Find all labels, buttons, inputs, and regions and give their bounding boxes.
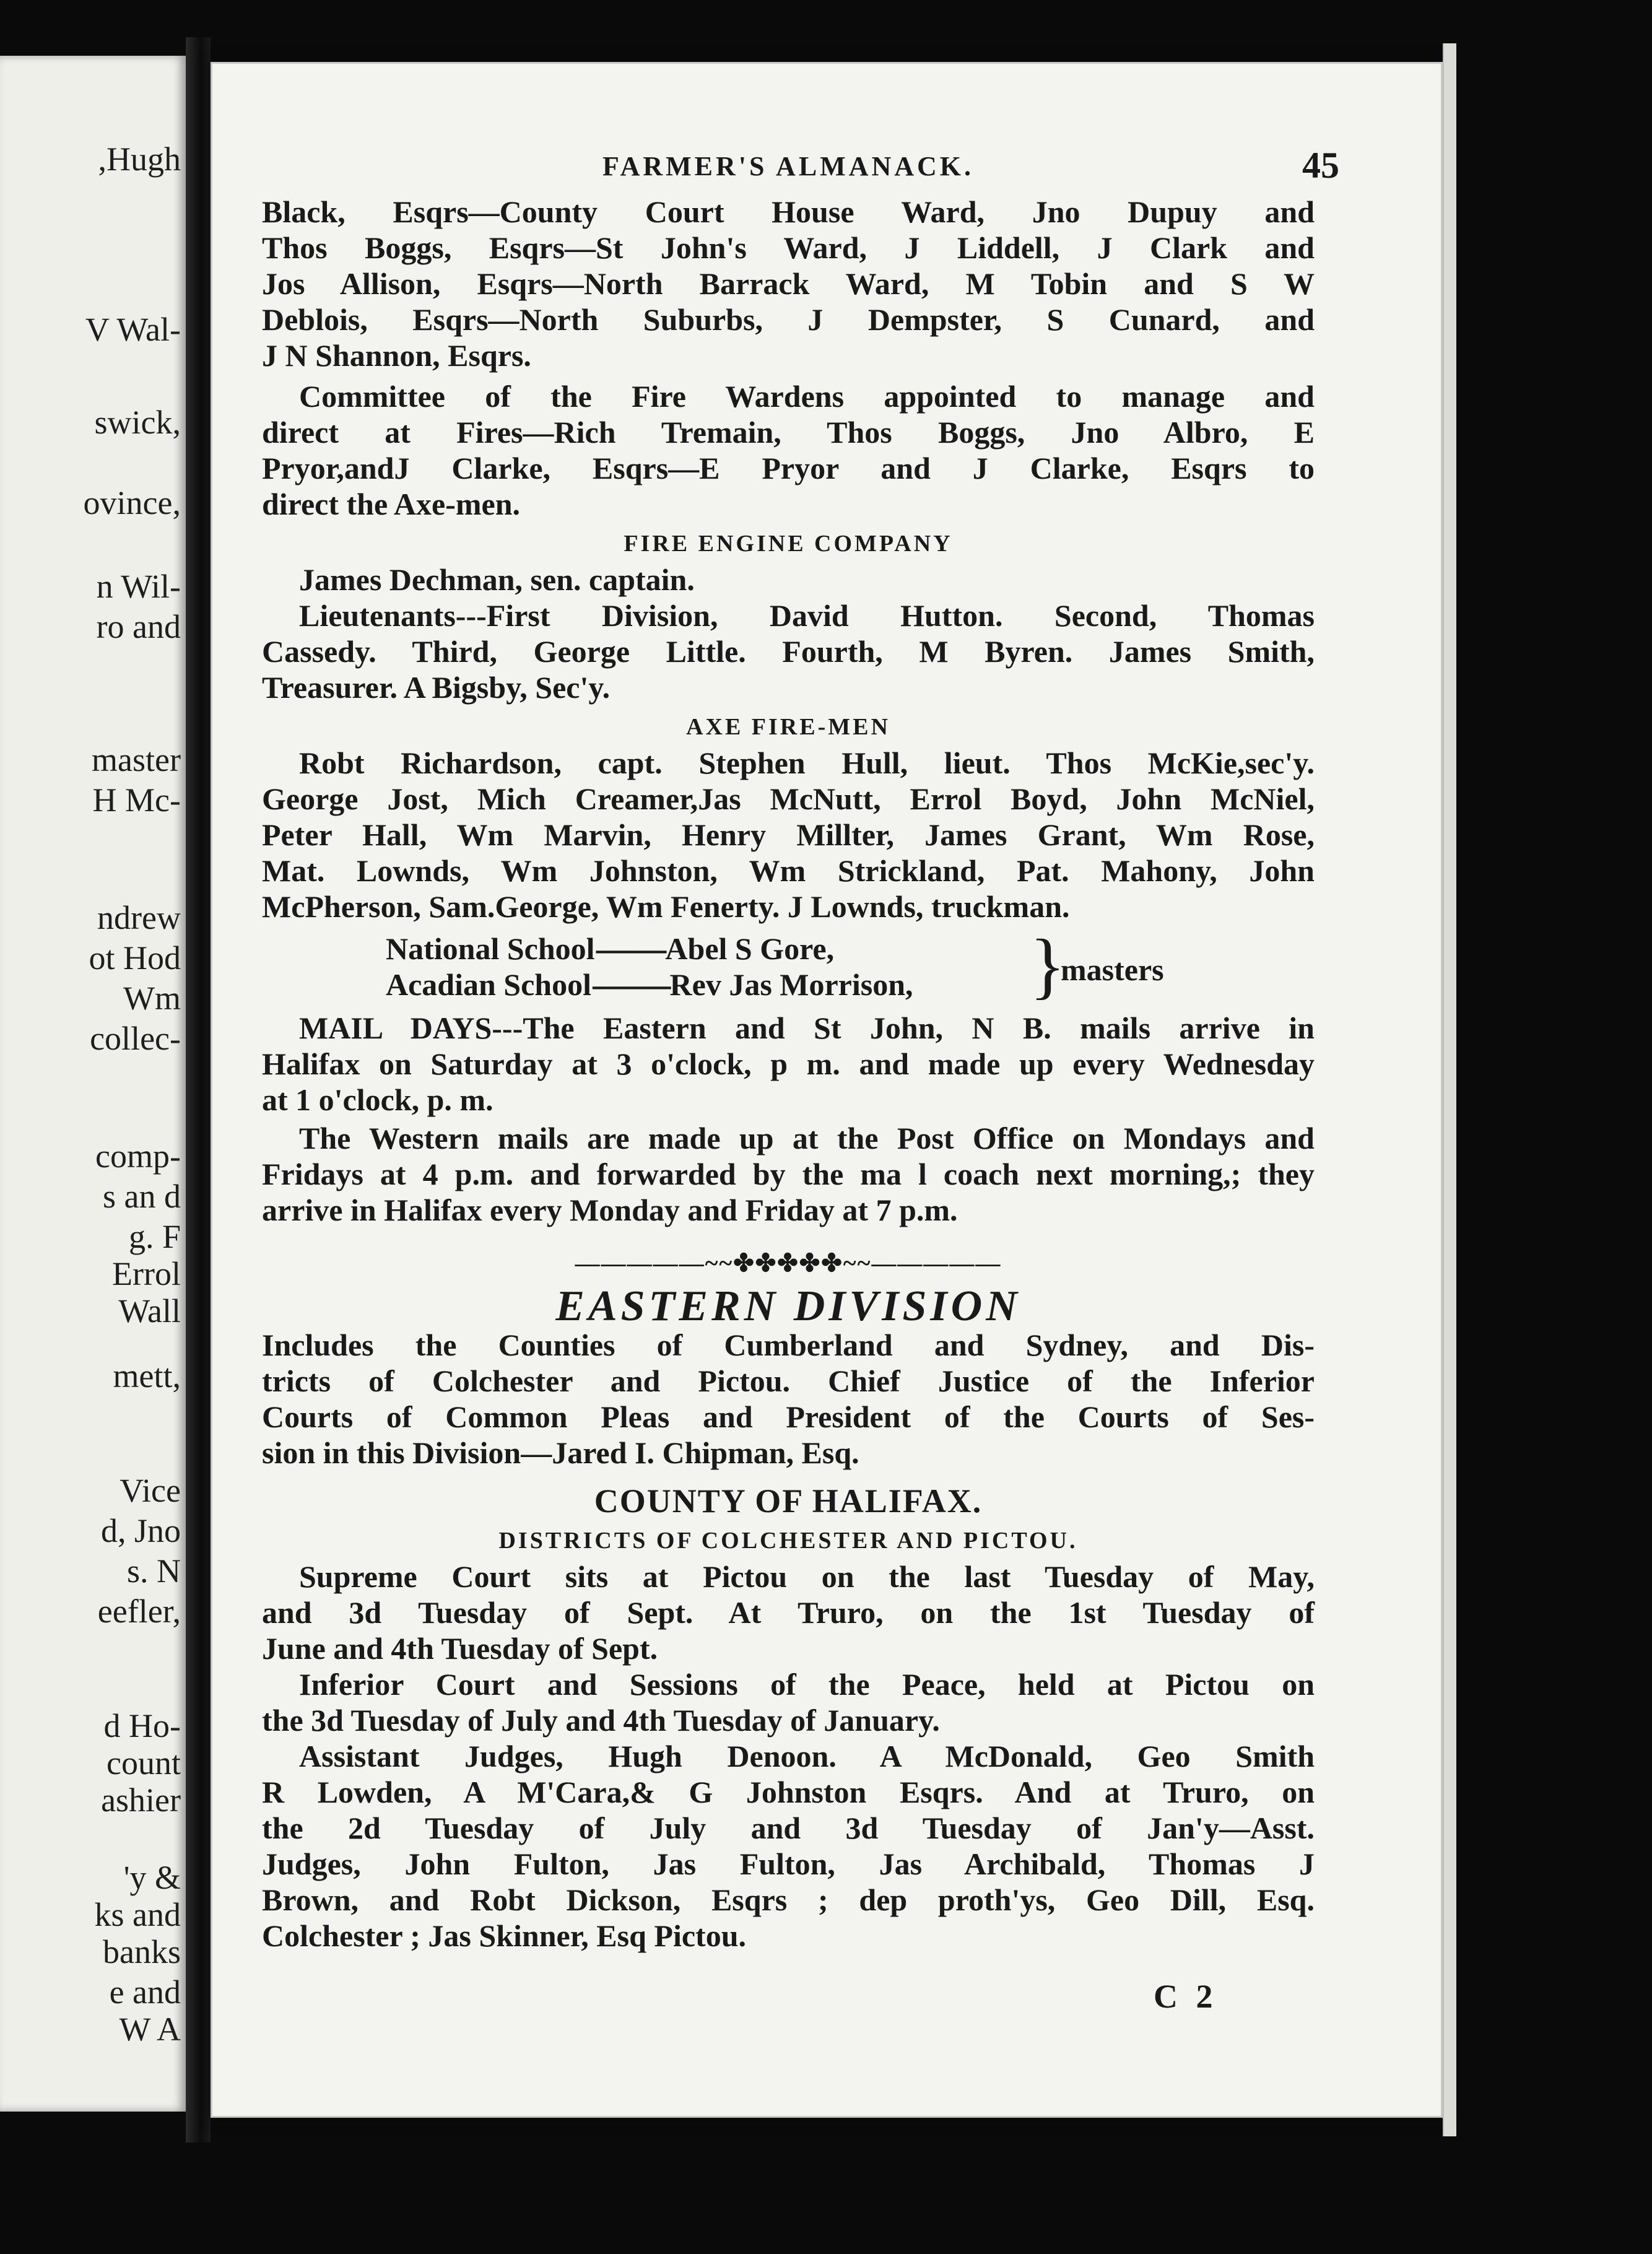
- text-line: direct the Axe-men.: [262, 487, 521, 521]
- text-line: and 3d Tuesday of Sept. At Truro, on the 1st Tuesday of: [262, 1595, 1315, 1630]
- text-line: Black, Esqrs—County Court House Ward, Jno Dupuy and: [262, 194, 1315, 229]
- school-name: National School: [386, 931, 595, 966]
- text-line: Jos Allison, Esqrs—North Barrack Ward, M Tobin and S W: [262, 266, 1315, 301]
- left-page-text-fragment: count: [107, 1744, 181, 1782]
- left-page-text-fragment: e and: [109, 1973, 181, 2011]
- left-page-text-fragment: V Wal-: [85, 311, 181, 348]
- text-line: Mat. Lownds, Wm Johnston, Wm Strickland, Pat. Mahony, John: [262, 853, 1315, 888]
- text-line: June and 4th Tuesday of Sept.: [262, 1631, 658, 1666]
- text-line: The Western mails are made up at the Post Office on Mondays and: [299, 1121, 1315, 1155]
- left-page-text-fragment: 'y &: [123, 1859, 181, 1896]
- districts-heading: DISTRICTS OF COLCHESTER AND PICTOU.: [498, 1528, 1078, 1554]
- page-edge: [1443, 43, 1456, 2136]
- text-line: J N Shannon, Esqrs.: [262, 338, 531, 373]
- text-line: Inferior Court and Sessions of the Peace, held at Pictou on: [299, 1667, 1315, 1702]
- text-line: Treasurer. A Bigsby, Sec'y.: [262, 670, 611, 705]
- left-page-text-fragment: Wall: [118, 1292, 181, 1329]
- left-page-text-fragment: banks: [103, 1933, 181, 1970]
- book-gutter: [186, 37, 211, 2143]
- left-page-text-fragment: d, Jno: [100, 1512, 181, 1549]
- left-page-text-fragment: ot Hod: [89, 939, 181, 977]
- mail-days-paragraph: [262, 1010, 1315, 1118]
- text-line: James Dechman, sen. captain.: [299, 562, 695, 597]
- text-line: R Lowden, A M'Cara,& G Johnston Esqrs. And at Truro, on: [262, 1775, 1315, 1809]
- left-page-text-fragment: d Ho-: [103, 1707, 181, 1744]
- left-page-text-fragment: Vice: [120, 1472, 181, 1509]
- page-number: 45: [1302, 145, 1339, 186]
- text-line: McPherson, Sam.George, Wm Fenerty. J Lownds, truckman.: [262, 889, 1070, 924]
- text-line: the 2d Tuesday of July and 3d Tuesday of Jan'y—Asst.: [262, 1811, 1315, 1845]
- left-page-text-fragment: Errol: [112, 1255, 181, 1292]
- left-page-text-fragment: ndrew: [97, 899, 181, 936]
- text-line: Courts of Common Pleas and President of the Courts of Ses-: [262, 1399, 1315, 1434]
- eastern-division-heading: EASTERN DIVISION: [555, 1282, 1021, 1330]
- school-row: [386, 931, 834, 967]
- committee-paragraph: [262, 378, 1315, 522]
- text-line: Includes the Counties of Cumberland and Sydney, and Dis-: [262, 1328, 1315, 1362]
- left-page-text-fragment: collec-: [90, 1020, 181, 1057]
- text-line: at 1 o'clock, p. m.: [262, 1082, 493, 1117]
- ornamental-rule: —————~~✤✤✤✤✤~~—————: [575, 1249, 1002, 1277]
- almanac-page: [211, 62, 1443, 2118]
- school-row: [386, 967, 913, 1003]
- western-mails-paragraph: [262, 1120, 1315, 1228]
- text-line: the 3d Tuesday of July and 4th Tuesday of January.: [262, 1703, 940, 1738]
- left-page-text-fragment: s an d: [103, 1178, 181, 1215]
- text-line: Thos Boggs, Esqrs—St John's Ward, J Liddell, J Clark and: [262, 230, 1315, 265]
- text-line: Robt Richardson, capt. Stephen Hull, lieut. Thos McKie,sec'y.: [299, 746, 1315, 780]
- supreme-court-paragraph: [262, 1559, 1315, 1666]
- text-line: tricts of Colchester and Pictou. Chief Justice of the Inferior: [262, 1364, 1315, 1398]
- left-page-text-fragment: g. F: [128, 1218, 181, 1255]
- inferior-court-paragraph: [262, 1666, 1315, 1738]
- schools-block: [262, 924, 1315, 1006]
- text-line: Deblois, Esqrs—North Suburbs, J Dempster, S Cunard, and: [262, 302, 1315, 337]
- brace-symbol: }: [1030, 924, 1066, 1006]
- assistant-judges-paragraph: [262, 1738, 1315, 1954]
- left-page-text-fragment: s. N: [126, 1552, 181, 1590]
- school-master: Abel S Gore,: [665, 931, 835, 966]
- leader-dashes: ---------: [594, 931, 666, 966]
- school-master: Rev Jas Morrison,: [669, 967, 913, 1002]
- page-header: [262, 145, 1339, 194]
- left-page-text-fragment: eefler,: [97, 1593, 181, 1630]
- page-body: [262, 194, 1315, 1954]
- text-line: MAIL DAYS---The Eastern and St John, N B. mails arrive in: [299, 1011, 1315, 1045]
- axe-fire-men-section: [262, 745, 1315, 925]
- left-page-text-fragment: H Mc-: [92, 781, 181, 819]
- fire-engine-section: [262, 562, 1315, 705]
- text-line: Pryor,andJ Clarke, Esqrs—E Pryor and J Clarke, Esqrs to: [262, 451, 1315, 485]
- text-line: direct at Fires—Rich Tremain, Thos Boggs, Jno Albro, E: [262, 415, 1315, 450]
- text-line: Cassedy. Third, George Little. Fourth, M Byren. James Smith,: [262, 634, 1315, 669]
- left-page-text-fragment: ,Hugh: [98, 141, 181, 178]
- left-page-text-fragment: swick,: [94, 404, 181, 441]
- left-page-text-fragment: ro and: [96, 608, 181, 645]
- signature-mark: C 2: [1154, 1978, 1218, 2015]
- text-line: Assistant Judges, Hugh Denoon. A McDonald, Geo Smith: [299, 1739, 1315, 1773]
- text-line: Committee of the Fire Wardens appointed to manage and: [299, 379, 1315, 414]
- left-page-text-fragment: ashier: [101, 1782, 181, 1819]
- text-line: Brown, and Robt Dickson, Esqrs ; dep proth'ys, Geo Dill, Esq.: [262, 1882, 1315, 1917]
- fire-wards-paragraph: [262, 194, 1315, 373]
- running-head: FARMER'S ALMANACK.: [602, 151, 975, 181]
- left-page-text-fragment: n Wil-: [96, 568, 181, 605]
- left-page-text-fragment: W A: [119, 2011, 181, 2048]
- school-name: Acadian School: [386, 967, 592, 1002]
- masters-label: masters: [1061, 952, 1164, 987]
- text-line: sion in this Division—Jared I. Chipman, Esq.: [262, 1435, 859, 1470]
- axe-fire-men-heading: AXE FIRE-MEN: [686, 714, 890, 740]
- leader-dashes: ----------: [591, 967, 670, 1002]
- text-line: arrive in Halifax every Monday and Friday at 7 p.m.: [262, 1193, 958, 1227]
- fire-engine-heading: FIRE ENGINE COMPANY: [624, 531, 953, 557]
- text-line: Supreme Court sits at Pictou on the last Tuesday of May,: [299, 1559, 1315, 1594]
- text-line: Fridays at 4 p.m. and forwarded by the ma l coach next morning,; they: [262, 1157, 1315, 1191]
- left-page-text-fragment: comp-: [95, 1138, 181, 1175]
- text-line: George Jost, Mich Creamer,Jas McNutt, Errol Boyd, John McNiel,: [262, 781, 1315, 816]
- left-page-text-fragment: Wm: [123, 980, 181, 1017]
- left-page-text-fragment: ovince,: [83, 484, 181, 521]
- eastern-division-paragraph: [262, 1327, 1315, 1471]
- left-facing-page: [0, 56, 186, 2112]
- county-heading: COUNTY OF HALIFAX.: [594, 1482, 983, 1520]
- text-line: Peter Hall, Wm Marvin, Henry Millter, James Grant, Wm Rose,: [262, 817, 1315, 852]
- left-page-text-fragment: ks and: [94, 1896, 181, 1933]
- left-page-text-fragment: master: [92, 741, 181, 778]
- text-line: Judges, John Fulton, Jas Fulton, Jas Archibald, Thomas J: [262, 1847, 1315, 1881]
- text-line: Halifax on Saturday at 3 o'clock, p m. and made up every Wednesday: [262, 1046, 1315, 1081]
- left-page-text-fragment: mett,: [113, 1357, 181, 1395]
- text-line: Lieutenants---First Division, David Hutton. Second, Thomas: [299, 598, 1315, 633]
- text-line: Colchester ; Jas Skinner, Esq Pictou.: [262, 1918, 747, 1953]
